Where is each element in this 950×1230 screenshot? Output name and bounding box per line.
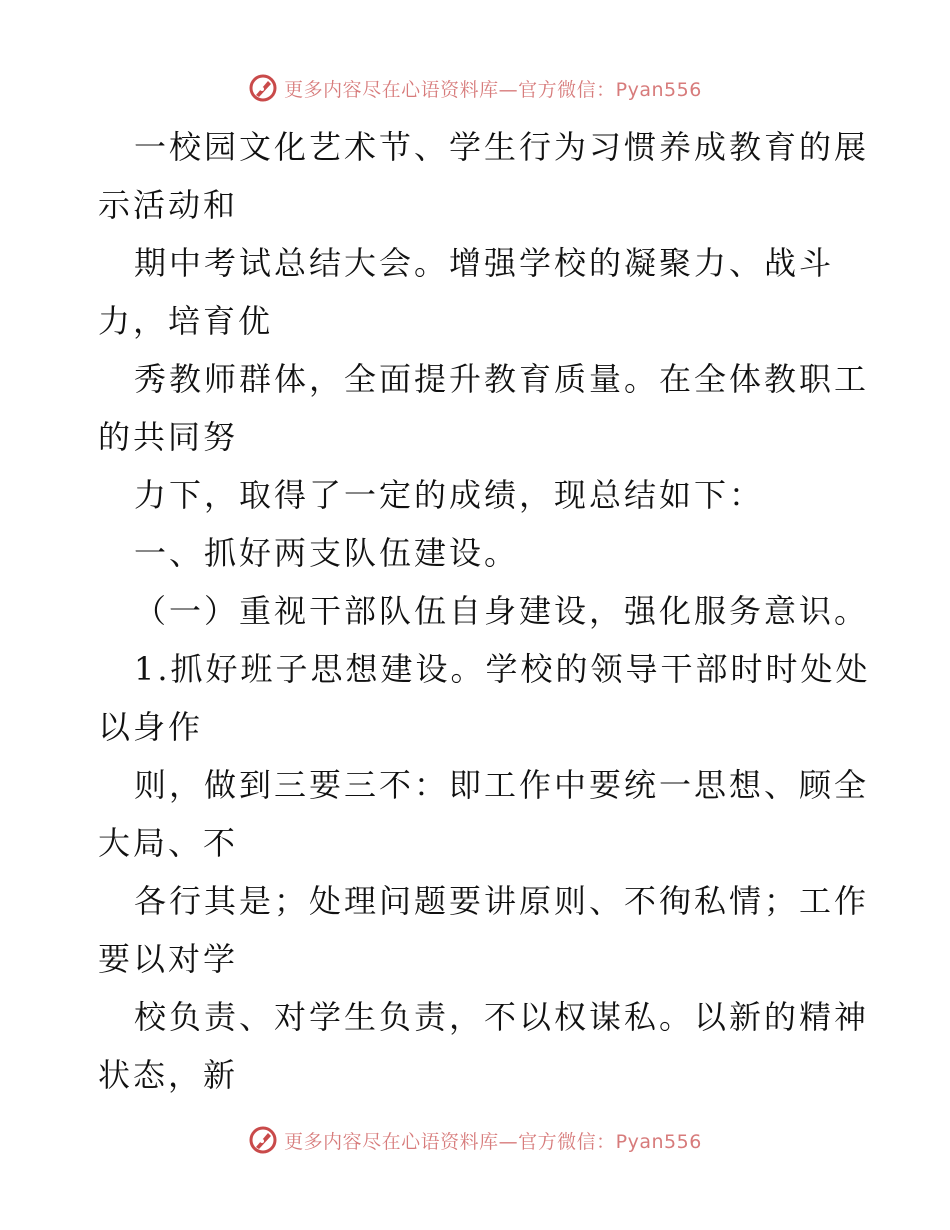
text-line: 力，培育优 [98, 302, 274, 340]
text-line: 各行其是；处理问题要讲原则、不徇私情；工作 [134, 882, 870, 920]
watermark-text: 更多内容尽在心语资料库—官方微信：Pyan556 [284, 78, 702, 101]
text-line: 校负责、对学生负责，不以权谋私。以新的精神 [134, 998, 870, 1036]
footer-watermark [0, 1122, 950, 1158]
text-line: 示活动和 [98, 186, 239, 224]
text-line: 一校园文化艺术节、学生行为习惯养成教育的展 [134, 128, 870, 166]
text-line: 1.抓好班子思想建设。学校的领导干部时时处处 [134, 650, 871, 688]
text-line: 秀教师群体，全面提升教育质量。在全体教职工 [134, 360, 870, 398]
text-line: 要以对学 [98, 940, 239, 978]
pen-seal-icon [248, 73, 278, 103]
text-line: 状态，新 [98, 1056, 239, 1094]
subsection-heading: （一）重视干部队伍自身建设，强化服务意识。 [134, 592, 870, 630]
watermark-text: 更多内容尽在心语资料库—官方微信：Pyan556 [284, 1130, 702, 1153]
text-line: 期中考试总结大会。增强学校的凝聚力、战斗 [134, 244, 835, 282]
section-heading: 一、抓好两支队伍建设。 [134, 534, 520, 572]
pen-seal-icon [248, 1125, 278, 1155]
text-line: 大局、不 [98, 824, 239, 862]
text-line: 力下，取得了一定的成绩，现总结如下： [134, 476, 765, 514]
text-line: 则，做到三要三不：即工作中要统一思想、顾全 [134, 766, 870, 804]
document-body [98, 118, 871, 1104]
text-line: 以身作 [98, 708, 204, 746]
header-watermark [0, 70, 950, 106]
text-line: 的共同努 [98, 418, 239, 456]
